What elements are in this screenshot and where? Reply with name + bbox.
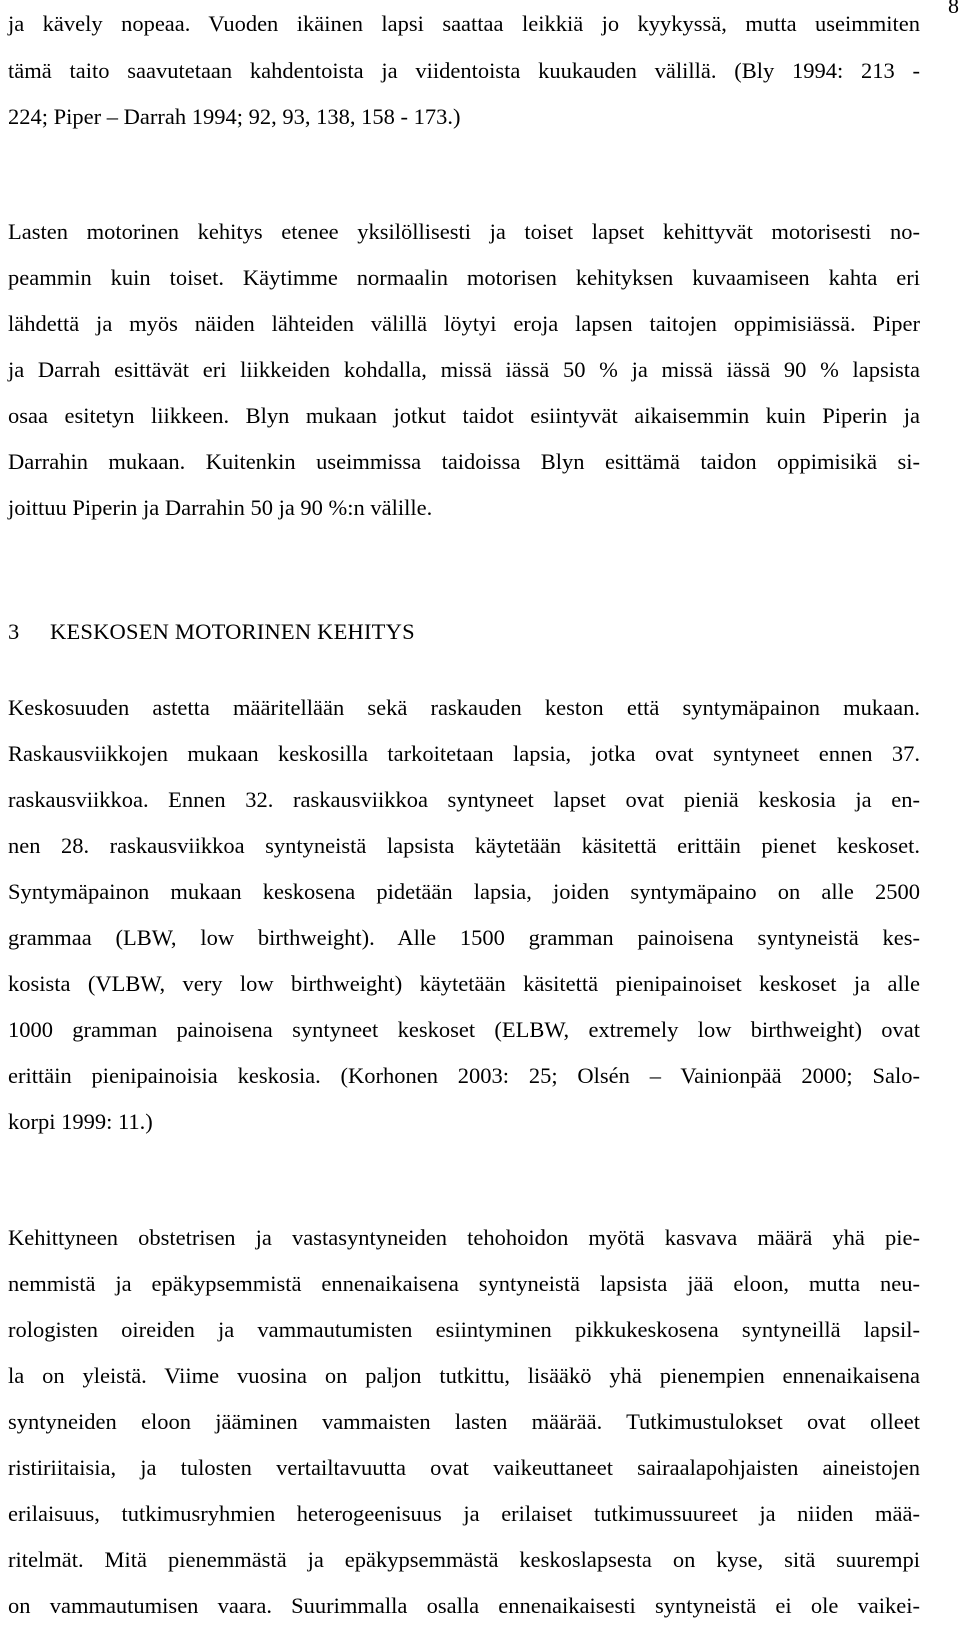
section-heading [8,618,415,646]
text-line: Darrahin mukaan. Kuitenkin useimmissa taidoissa Blyn esittämä taidon oppimisikä si- [8,449,920,474]
text-line: grammaa (LBW, low birthweight). Alle 1500 gramman painoisena syntyneistä kes- [8,925,920,950]
text-line: 1000 gramman painoisena syntyneet keskoset (ELBW, extremely low birthweight) ovat [8,1017,920,1042]
text-line: Keskosuuden astetta määritellään sekä raskauden keston että syntymäpainon mukaan. [8,695,920,720]
text-line: 224; Piper – Darrah 1994; 92, 93, 138, 158 - 173.) [8,104,461,129]
text-line: syntyneiden eloon jääminen vammaisten lasten määrää. Tutkimustulokset ovat olleet [8,1409,920,1434]
text-line: joittuu Piperin ja Darrahin 50 ja 90 %:n välille. [8,495,433,520]
text-line: peammin kuin toiset. Käytimme normaalin motorisen kehityksen kuvaamiseen kahta eri [8,265,920,290]
text-line: lähdettä ja myös näiden lähteiden välillä löytyi eroja lapsen taitojen oppimisiässä. Piper [8,311,920,336]
text-line: Syntymäpainon mukaan keskosena pidetään lapsia, joiden syntymäpaino on alle 2500 [8,879,920,904]
text-line: ja kävely nopeaa. Vuoden ikäinen lapsi saattaa leikkiä jo kyykyssä, mutta useimmiten [8,11,920,36]
text-line: rologisten oireiden ja vammautumisten esiintyminen pikkukeskosena syntyneillä lapsil- [8,1317,920,1342]
text-line: ristiriitaisia, ja tulosten vertailtavuutta ovat vaikeuttaneet sairaalapohjaisten aineistojen [8,1455,920,1480]
text-line: Kehittyneen obstetrisen ja vastasyntyneiden tehohoidon myötä kasvava määrä yhä pie- [8,1225,920,1250]
section-title: KESKOSEN MOTORINEN KEHITYS [50,619,415,644]
text-line: osaa esitetyn liikkeen. Blyn mukaan jotkut taidot esiintyvät aikaisemmin kuin Piperin ja [8,403,920,428]
section-number: 3 [8,619,20,644]
text-line: la on yleistä. Viime vuosina on paljon tutkittu, lisääkö yhä pienempien ennenaikaisena [8,1363,920,1388]
text-line: erilaisuus, tutkimusryhmien heterogeenisuus ja erilaiset tutkimussuureet ja niiden mää- [8,1501,920,1526]
text-line: Lasten motorinen kehitys etenee yksilöllisesti ja toiset lapset kehittyvät motorisesti no- [8,219,920,244]
text-line: ritelmät. Mitä pienemmästä ja epäkypsemmästä keskoslapsesta on kyse, sitä suurempi [8,1547,920,1572]
text-line: nemmistä ja epäkypsemmistä ennenaikaisena syntyneistä lapsista jää eloon, mutta neu- [8,1271,920,1296]
text-line: tämä taito saavutetaan kahdentoista ja viidentoista kuukauden välillä. (Bly 1994: 213 - [8,58,920,83]
text-line: erittäin pienipainoisia keskosia. (Korhonen 2003: 25; Olsén – Vainionpää 2000; Salo- [8,1063,920,1088]
page-number: 8 [948,0,959,18]
text-line: kosista (VLBW, very low birthweight) käytetään käsitettä pienipainoiset keskoset ja alle [8,971,920,996]
text-line: on vammautumisen vaara. Suurimmalla osalla ennenaikaisesti syntyneistä ei ole vaikei- [8,1593,920,1618]
text-line: korpi 1999: 11.) [8,1109,153,1134]
text-line: nen 28. raskausviikkoa syntyneistä lapsista käytetään käsitettä erittäin pienet keskoset. [8,833,920,858]
text-line: raskausviikkoa. Ennen 32. raskausviikkoa syntyneet lapset ovat pieniä keskosia ja en- [8,787,920,812]
text-line: Raskausviikkojen mukaan keskosilla tarkoitetaan lapsia, jotka ovat syntyneet ennen 37. [8,741,920,766]
text-line: ja Darrah esittävät eri liikkeiden kohdalla, missä iässä 50 % ja missä iässä 90 % lapsista [8,357,920,382]
